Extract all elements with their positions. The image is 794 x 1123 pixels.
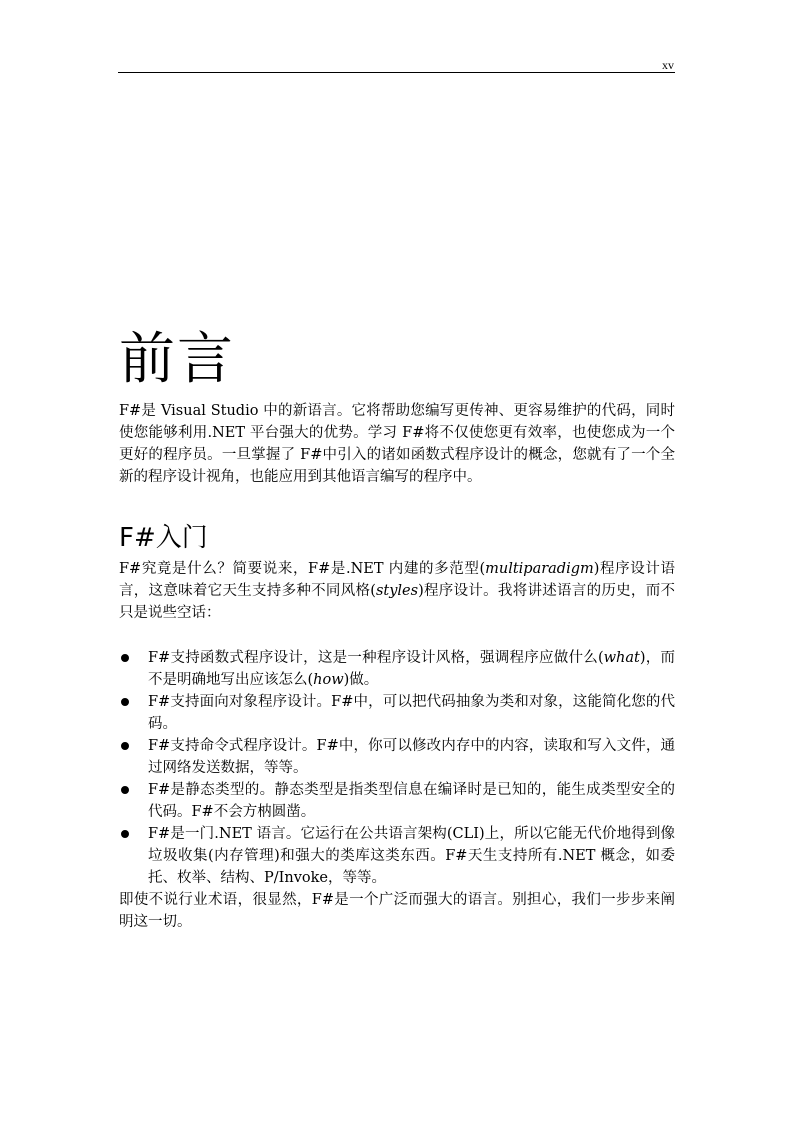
bullet-icon <box>121 786 129 794</box>
closing-paragraph: 即使不说行业术语，很显然，F#是一个广泛而强大的语言。别担心，我们一步步来阐明这一切。 <box>119 892 675 930</box>
feature-item-dotnet <box>119 823 675 889</box>
bullet-icon <box>121 654 129 662</box>
feature-text: F#是静态类型的。静态类型是指类型信息在编译时是已知的，能生成类型安全的代码。F#不会方枘圆凿。 <box>148 782 675 820</box>
feature-text-3: )做。 <box>343 672 379 688</box>
bullet-icon <box>121 698 129 706</box>
header-rule <box>118 72 675 73</box>
section-title: F#入门 <box>119 523 208 553</box>
feature-text-1: F#支持函数式程序设计，这是一种程序设计风格，强调程序应做什么( <box>148 650 604 666</box>
feature-term-how: how <box>313 672 344 688</box>
feature-term-what: what <box>603 650 640 666</box>
section-intro-text-2: )程序设计语言，这意味着它天生支持多种不同风格( <box>119 561 675 599</box>
section-intro-text-3: )程序设计。我将讲述语言的历史，而不只是说些空话： <box>119 583 675 621</box>
section-intro-text-1: F#究竟是什么？简要说来，F#是.NET 内建的多范型( <box>119 561 486 577</box>
intro-paragraph: F#是 Visual Studio 中的新语言。它将帮助您编写更传神、更容易维护的代码，同时使您能够利用.NET 平台强大的优势。学习 F#将不仅使您更有效率，也使您成为一个更好的程序员。一旦掌握了 F#中引入的诸如函数式程序设计的概念，您就有了一个全新的程序设计视角，也能应用到其他语言编写的程序中。 <box>119 403 675 485</box>
section-intro-paragraph <box>119 558 675 624</box>
feature-text: F#支持命令式程序设计。F#中，你可以修改内存中的内容，读取和写入文件，通过网络发送数据，等等。 <box>148 738 675 776</box>
chapter-title: 前言 <box>119 327 235 392</box>
page-content <box>119 320 675 933</box>
feature-item-imperative <box>119 735 675 779</box>
feature-list <box>119 647 675 889</box>
feature-item-object-oriented <box>119 691 675 735</box>
bullet-icon <box>121 742 129 750</box>
feature-text-2: )，而不是明确地写出应该怎么( <box>148 650 675 688</box>
section-intro-term-styles: styles <box>375 583 419 599</box>
section-intro-term-multiparadigm: multiparadigm <box>485 561 594 577</box>
feature-item-functional <box>119 647 675 691</box>
feature-text: F#是一门.NET 语言。它运行在公共语言架构(CLI)上，所以它能无代价地得到像垃圾收集(内存管理)和强大的类库这类东西。F#天生支持所有.NET 概念，如委托、枚举、结构、P/Invoke，等等。 <box>148 826 675 886</box>
bullet-icon <box>121 830 129 838</box>
feature-item-static-typing <box>119 779 675 823</box>
page-number: xv <box>662 58 674 72</box>
feature-text: F#支持面向对象程序设计。F#中，可以把代码抽象为类和对象，这能简化您的代码。 <box>148 694 675 732</box>
